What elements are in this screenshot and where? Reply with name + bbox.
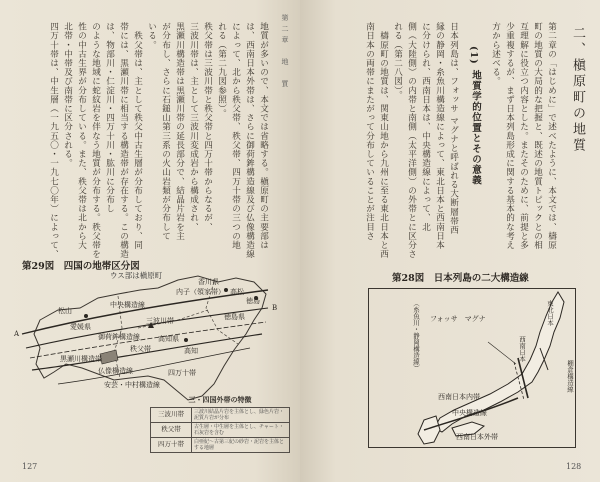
map-label-A: A xyxy=(14,330,20,338)
text-column: 三波川帯は、主として三波川変成岩から構成され、 xyxy=(188,22,199,232)
figure-caption: 第29図 四国の地帯区分図 xyxy=(22,261,140,272)
text-column: 側（大陸側）の内帯と南側（太平洋側）の外帯とに区分さ xyxy=(406,22,417,259)
map-label-kochi-pref: 高知県 xyxy=(158,335,179,343)
text-column: れる（第二九図参照）。 xyxy=(216,22,227,118)
map-label-yasuda: 安芸・中村構造線 xyxy=(104,381,160,389)
map-label-butsuzo: 仏像構造線 xyxy=(98,367,133,375)
map-label-median-line: 中央構造線 xyxy=(110,301,145,309)
map-label-sanbagawa: 三波川帯 xyxy=(146,317,174,325)
text-column: 黒瀬川構造帯は黒瀬川帯の延長部分で、結晶片岩を主 xyxy=(174,22,185,241)
legend-name: 四万十帯 xyxy=(151,438,192,453)
text-column: に分けられ、西南日本は、中央構造線によって、北 xyxy=(420,22,431,232)
map-label-kochi: 高知 xyxy=(184,347,198,355)
map-label-fossa-magna: フォッサ マグナ xyxy=(430,315,486,323)
map-label-seinan: 西南日本 xyxy=(518,336,526,362)
text-column: は、西南日本外帯は、さらに御荷鉾構造線及び仏像構造線 xyxy=(244,22,255,259)
text-column: 地質が多いので、本文では省略する。槇原町の主要部は xyxy=(258,22,269,250)
text-column: 南日本の両帯にまたがって分布していることが注目さ xyxy=(364,22,375,241)
map-label-tokushima-pref: 徳島県 xyxy=(224,313,245,321)
map-label-itoigawa: （糸魚川・静岡構造線） xyxy=(412,300,420,372)
right-page xyxy=(300,0,600,482)
page-number: 128 xyxy=(566,462,582,471)
legend-desc: 白亜紀〜古第三紀の砂岩・泥岩を主体とする地層 xyxy=(192,438,290,453)
map-label-chichibu: 秩父帯 xyxy=(130,345,151,353)
map-label-tokushima: 徳島 xyxy=(246,297,260,305)
text-column: 第二章の「はじめに」で述べたように、本文では、檮原 xyxy=(546,22,557,250)
text-column: 日本列島は、フォッサ マグナと呼ばれる大断層帯西 xyxy=(448,22,459,235)
map-label-gaitai: 西南日本外帯 xyxy=(456,433,498,441)
subsection-title: 地質学的位置とその意義 xyxy=(470,70,481,186)
text-column: 方から述べる。 xyxy=(490,22,501,86)
legend-title: 三・四国外帯の特徴 xyxy=(188,395,252,404)
text-column: 互理解に役立つ内容とした。またそのために、前提と多 xyxy=(518,22,529,250)
map-label-kurose: 黒瀬川構造帯 xyxy=(60,355,102,363)
text-column: 性の中古生界が分布している。また、秩父帯は北から大 xyxy=(76,22,87,250)
text-column: 秩父帯は、主として秩父中古生層が分布しており、同 xyxy=(132,22,143,250)
running-head: 第二章 地 質 xyxy=(281,14,289,91)
text-column: 檮原町の地質は、関東山地から九州に至る東北日本と西 xyxy=(378,22,389,259)
map-label-shimanto: 四万十帯 xyxy=(168,369,196,377)
page-number: 127 xyxy=(22,462,38,471)
legend-name: 秩父帯 xyxy=(151,423,192,438)
text-column: 町の地質の大局的な把握と、既述の地質トピックとの相 xyxy=(532,22,543,250)
text-column: 秩父帯は三波川帯と秩父帯と四万十帯からなるが、 xyxy=(202,22,213,232)
map-label-mikabu: 御荷鉾構造線 xyxy=(98,333,140,341)
map-label-ehime: 愛媛県 xyxy=(70,323,91,331)
map-label-tohoku: 東北日本 xyxy=(546,300,554,326)
text-column: は、物部川・仁淀川・四万十川・肱川に分布し xyxy=(104,22,115,214)
shikoku-map xyxy=(18,268,290,413)
legend-row xyxy=(151,438,290,453)
figure-caption: 第28図 日本列島の二大構造線 xyxy=(392,273,529,284)
map-label-takamatsu: 高松 xyxy=(230,288,244,296)
text-column: れる（第二八図）。 xyxy=(392,22,403,100)
text-column: が分布し、さらに石鎚山第三系の火山岩類が分布して xyxy=(160,22,171,241)
text-column: いる。 xyxy=(146,22,157,50)
legend-row xyxy=(151,408,290,423)
legend-desc: 古生層・中生層を主体とし、チャート・石灰岩を含む xyxy=(192,423,290,438)
text-column: 四万十帯は、中生層（一九五〇・一九七〇年）によって、 xyxy=(48,22,59,259)
map-label-matsuyama: 松山 xyxy=(58,307,72,315)
map-label-kagawa: 香川県 xyxy=(198,278,219,286)
text-column: 北帯・中帯及び南帯に区分される。 xyxy=(62,22,73,168)
legend-table xyxy=(150,407,290,453)
legend-row xyxy=(151,423,290,438)
japan-map xyxy=(368,288,576,448)
text-column: 少重複するが、まず日本列島形成に関する基本的な考え xyxy=(504,22,515,250)
text-column: 帯には、黒瀬川帯に相当する構造帯が存在する。この構造 xyxy=(118,22,129,259)
figure-legend xyxy=(150,395,290,453)
figure-note: ウス部は槇原町 xyxy=(110,271,163,280)
map-label-B: B xyxy=(272,304,278,312)
map-label-tanakura: 棚倉構造線 xyxy=(566,360,574,393)
legend-desc: 三波川結晶片岩を主体とし、緑色片岩・泥質片岩が分布 xyxy=(192,408,290,423)
map-label-naitai: 西南日本内帯 xyxy=(438,393,480,401)
text-column: のような地域に蛇紋岩を伴なう地質が分布する。秩父帯を xyxy=(90,22,101,259)
map-label-mtl: 中央構造線 xyxy=(452,409,487,417)
text-column: によって、北から秩父帯、秩父帯、四万十帯の三つの地 xyxy=(230,22,241,250)
map-label-uchiko: 内子（領家帯） xyxy=(176,288,225,296)
legend-name: 三波川帯 xyxy=(151,408,192,423)
text-column: 縁の静岡・糸魚川構造線によって、東北日本と西南日本 xyxy=(434,22,445,250)
section-title: 二、槇原町の地質 xyxy=(570,26,585,154)
subsection-number: (1) xyxy=(468,46,479,65)
